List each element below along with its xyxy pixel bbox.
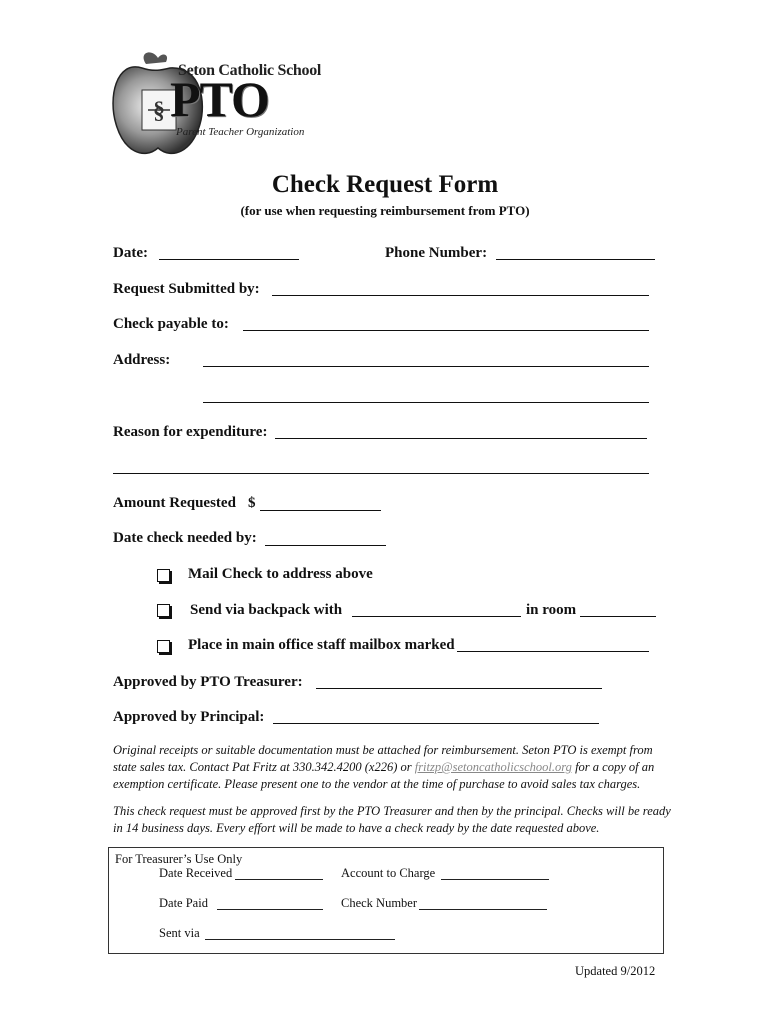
svg-text:§: § [153,98,165,124]
date-paid-field[interactable] [217,909,323,910]
treasurer-use-heading: For Treasurer’s Use Only [115,852,243,866]
backpack-room-label: in room [526,602,577,618]
address-field-line1[interactable] [203,366,649,367]
date-label: Date: [113,245,148,261]
date-received-field[interactable] [235,879,323,880]
logo-school-name: Seton Catholic School [178,62,322,79]
sent-via-label: Sent via [159,926,200,940]
treasurer-approval-label: Approved by PTO Treasurer: [113,674,303,690]
date-needed-field[interactable] [265,545,386,546]
account-label: Account to Charge [341,866,436,880]
payable-to-label: Check payable to: [113,316,229,332]
backpack-checkbox[interactable] [157,604,170,617]
address-field-line2[interactable] [203,402,649,403]
mailbox-checkbox[interactable] [157,640,170,653]
page-subtitle: (for use when requesting reimbursement from PTO) [240,203,530,218]
check-number-label: Check Number [341,896,418,910]
mailbox-label: Place in main office staff mailbox marked [188,637,455,653]
backpack-name-field[interactable] [352,616,521,617]
submitted-by-field[interactable] [272,295,649,296]
mail-check-label: Mail Check to address above [188,566,373,582]
approval-note: This check request must be approved first by the PTO Treasurer and then by the principal. Checks will be ready in 14 business days. Every effort will be made to have a check ready by the date requested above. [113,804,671,835]
amount-field[interactable] [260,510,381,511]
sent-via-field[interactable] [205,939,395,940]
reimbursement-note-text1: Original receipts or suitable documentation must be attached for reimbursement. Seton PTO is exempt from state sales tax. Contact Pat Fritz at 330.342.4200 (x226) or [113,743,653,774]
logo-pto: PTO [170,71,269,127]
backpack-room-field[interactable] [580,616,656,617]
submitted-by-label: Request Submitted by: [113,281,260,297]
phone-field[interactable] [496,259,655,260]
account-field[interactable] [441,879,549,880]
updated-date: Updated 9/2012 [575,964,656,978]
date-paid-label: Date Paid [159,896,208,910]
amount-currency: $ [248,495,256,511]
principal-approval-field[interactable] [273,723,599,724]
reason-label: Reason for expenditure: [113,424,268,440]
date-field[interactable] [159,259,299,260]
mailbox-field[interactable] [457,651,649,652]
reimbursement-note [113,742,673,793]
treasurer-approval-field[interactable] [316,688,602,689]
treasurer-use-box [108,847,664,954]
reason-field-line2[interactable] [113,473,649,474]
phone-label: Phone Number: [385,245,488,261]
payable-to-field[interactable] [243,330,649,331]
pto-logo [108,48,322,168]
logo-org-name: Parent Teacher Organization [176,126,305,138]
email-link[interactable]: fritzp@setoncatholicschool.org [414,760,572,774]
check-number-field[interactable] [419,909,547,910]
mail-check-checkbox[interactable] [157,569,170,582]
date-received-label: Date Received [159,866,233,880]
backpack-label: Send via backpack with [190,602,343,618]
reimbursement-note-text2: for a copy of an exemption certificate. Please present one to the vendor at the time of purchase to avoid sales tax charges. [113,760,655,791]
amount-label: Amount Requested [113,495,236,511]
reason-field-line1[interactable] [275,438,647,439]
page-title: Check Request Form [271,171,499,198]
address-label: Address: [113,352,171,368]
date-needed-label: Date check needed by: [113,530,257,546]
principal-approval-label: Approved by Principal: [113,709,265,725]
